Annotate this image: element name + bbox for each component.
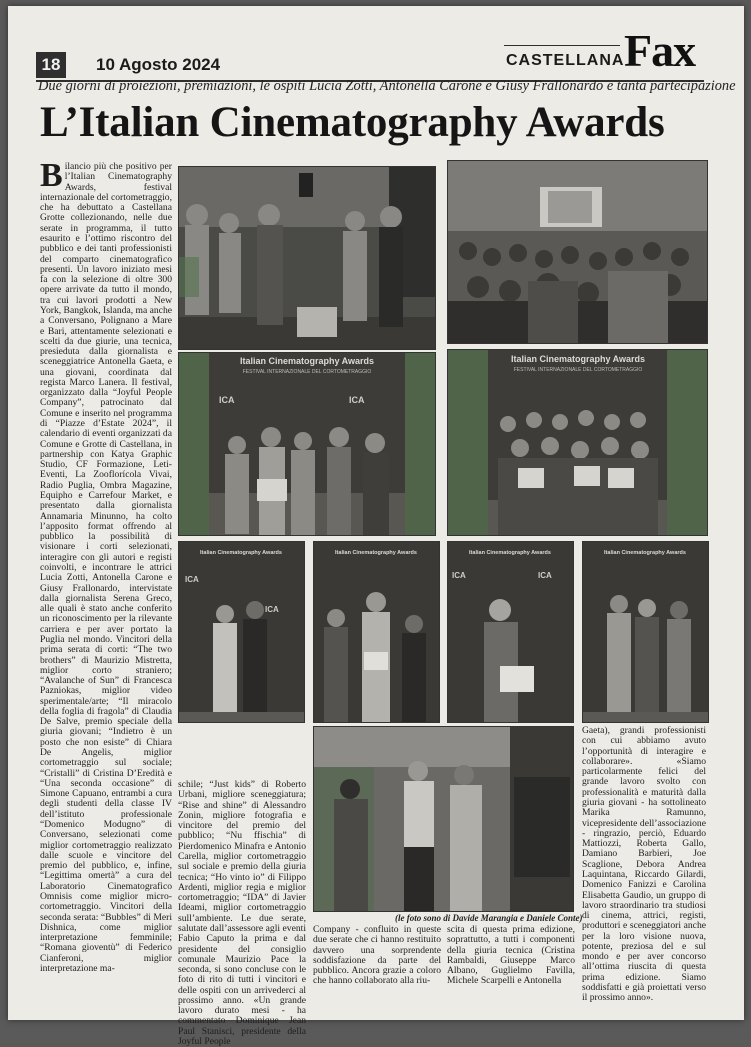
photo-winner-2: [313, 541, 440, 723]
banner-subtitle-text: FESTIVAL INTERNAZIONALE DEL CORTOMETRAGGIO: [242, 369, 372, 375]
banner-title-text: Italian Cinematography Awards: [335, 550, 417, 556]
article-column-4: scita di questa prima edizione, soprattutto, a tutti i componenti della giuria tecnica (Cristina Rambaldi, Giuseppe Marco Albano, Guglielmo Favilla, Michele Scarpelli e Antonella: [447, 924, 575, 987]
banner-subtitle-text: FESTIVAL INTERNAZIONALE DEL CORTOMETRAGGIO: [513, 367, 643, 373]
banner-title-text: Italian Cinematography Awards: [239, 356, 375, 366]
ica-logo-text: ICA: [452, 571, 466, 580]
banner-title-text: Italian Cinematography Awards: [604, 550, 686, 556]
newspaper-logo: Fax: [624, 25, 696, 76]
banner-title-text: Italian Cinematography Awards: [510, 354, 646, 364]
photo-stage-guests: [178, 166, 436, 350]
ica-logo-text: ICA: [185, 575, 199, 584]
photo-credit: (le foto sono di Davide Marangia e Daniele Conte): [395, 913, 583, 923]
ica-logo-text: ICA: [538, 571, 552, 580]
photo-winners-group-1: [178, 352, 436, 536]
photo-winner-4: [582, 541, 709, 723]
ica-logo-text: ICA: [265, 605, 279, 614]
banner-title-text: Italian Cinematography Awards: [469, 550, 551, 556]
article-column-5: Gaeta), grandi professionisti con cui abbiamo avuto l’opportunità di interagire e collaborare». «Siamo particolarmente felici del grande lavoro svolto con professionalità e maturità dalla giuria giovani - ha sottolineato Marika Ramunno, vicepresidente dell’associazione - ringrazio, perciò, Eduardo Mattiozzi, Roberta Gallo, Damiano Barbieri, Joe Scaglione, Debora Andrea Laquintana, Riccardo Gilardi, Domenico Fanizzi e Carolina Elisabetta Gaudio, un gruppo di lavoro straordinario tra studiosi di cinema, attrici, registi, produttori e sceneggiatori anche per la loro visione nuova, potente, preziosa del e sul mondo e per aver concorso all’ottima riuscita di questa prima edizione. Siamo soddisfatti e già proiettati verso il prossimo anno».: [582, 725, 706, 1004]
article-column-2: schile; “Just kids” di Roberto Urbani, migliore sceneggiatura; “Rise and shine” di Alessandro Zonin, migliore fotografia e vincitore del premio del pubblico; “Nu ffischia” di Pierdomenico Minafra e Antonio Carella, miglior cortometraggio sul sociale e premio della giuria tecnica; “Ho vinto io” di Filippo Ardenti, miglior regia e miglior cortometraggio; “IDA” di Javier Ideami, miglior cortometraggio sull’ambiente. Le due serate, salutate dall’assessore agli eventi Fabio Caputo la prima e dal presidente del consiglio comunale Maurizio Pace la seconda, si sono concluse con le foto di rito di tutti i vincitori e delle ospiti con un arrivederci al prossimo anno. «Un grande lavoro durato mesi - ha commentato Dominique Jean Paul Stanisci, presidente della Joyful People: [178, 779, 306, 1047]
header-top-rule: [504, 45, 620, 46]
section-name: CASTELLANA: [506, 52, 625, 69]
banner-title-text: Italian Cinematography Awards: [200, 550, 282, 556]
photo-winner-3: [447, 541, 574, 723]
article-subtitle: Due giorni di proiezioni, premiazioni, le ospiti Lucia Zotti, Antonella Carone e Giusy Frallonardo e tanta partecipazione: [38, 78, 736, 94]
photo-winner-1: [178, 541, 305, 723]
photo-audience: [447, 160, 708, 344]
ica-logo-text: ICA: [349, 395, 365, 405]
article-column-3: Company - confluito in queste due serate che ci hanno restituito davvero una sorprendente soddisfazione da parte del pubblico. Ancora grazie a coloro che hanno collaborato alla riu-: [313, 924, 441, 987]
page-number: 18: [36, 52, 66, 78]
article-column-1: Bilancio più che positivo per l’Italian Cinematography Awards, festival internazionale del cortometraggio, che ha debuttato a Castellana Grotte collezionando, nelle due serate in programma, il tutto esaurito e l’ottimo riscontro del pubblico e dei tanti professionisti del comparto cinematografico presenti. Un lavoro iniziato mesi fa con la selezione di oltre 300 opere arrivate da tutto il mondo, tra cui lavori prodotti a New York, Bangkok, Islanda, ma anche a Conversano, Polignano a Mare e Bari, attentamente selezionati e scelti da due giurie, una tecnica, presieduta dalla giornalista e sceneggiatrice Antonella Gaeta, e una giovani, coordinata dal regista Marco Lanera. Il festival, organizzato dalla “Joyful People Company”, patrocinato dal Comune e inserito nel programma di “Piazze d’Estate 2024”, il calendario di eventi organizzati da Comune e Grotte di Castellana, in partnership con Katya Graphic Studio, CF Formazione, Leti-Eventi, La Zooflorícola Vivai, Radio Puglia, Ombra Magazine, Equipho e Carrefour Market, e presentato dalla giornalista Annamaria Minunno, ha colto l’apposito format offrendo al pubblico la possibilità di visionare i corti selezionati, interagire con gli autori e registi coinvolti, e incontrare le attrici Lucia Zotti, Antonella Carone e Giusy Frallonardo, intervistate dalla giornalista Serena Greco, alle quali è stato anche conferito un riconoscimento per la rilevante carriera e per aver portato la Puglia nel mondo. Vincitori della prima serata di corti: “The two brothers” di Maurizio Mistretta, miglior corto straniero; “Avalanche of Sun” di Francesca Pazniokas, miglior video sperimentale/arte; “Il miracolo della foglia di fragola” di Claudia De Salve, premio speciale della giuria giovani; “Indietro è un posto che non esiste” di Chiara De Angelis, miglior cortometraggio sul sociale; “Cristalli” di Cristina D’Eredità e “Una seconda occasione” di Simone Capuano, entrambi a cura degli studenti della classe IV dell’istituto professionale “Domenico Modugno” di Conversano, selezionati come miglior cortometraggio realizzato dalle scuole e vincitore del premio del pubblico, e, infine, “Legittima omertà” a cura del Laboratorio Cinematografico Omnisis come miglior micro-cortometraggio. Vincitori della seconda serata: “Bubbles” di Meri Dishnica, come miglior interpretazione femminile; “Romana gioventù” di Federico Cianferoni, miglior interpretazione ma-: [40, 157, 172, 974]
photo-interview: [313, 726, 574, 912]
article-title: L’Italian Cinematography Awards: [40, 99, 665, 146]
photo-winners-group-2: [447, 349, 708, 536]
ica-logo-text: ICA: [219, 395, 235, 405]
issue-date: 10 Agosto 2024: [96, 55, 221, 74]
